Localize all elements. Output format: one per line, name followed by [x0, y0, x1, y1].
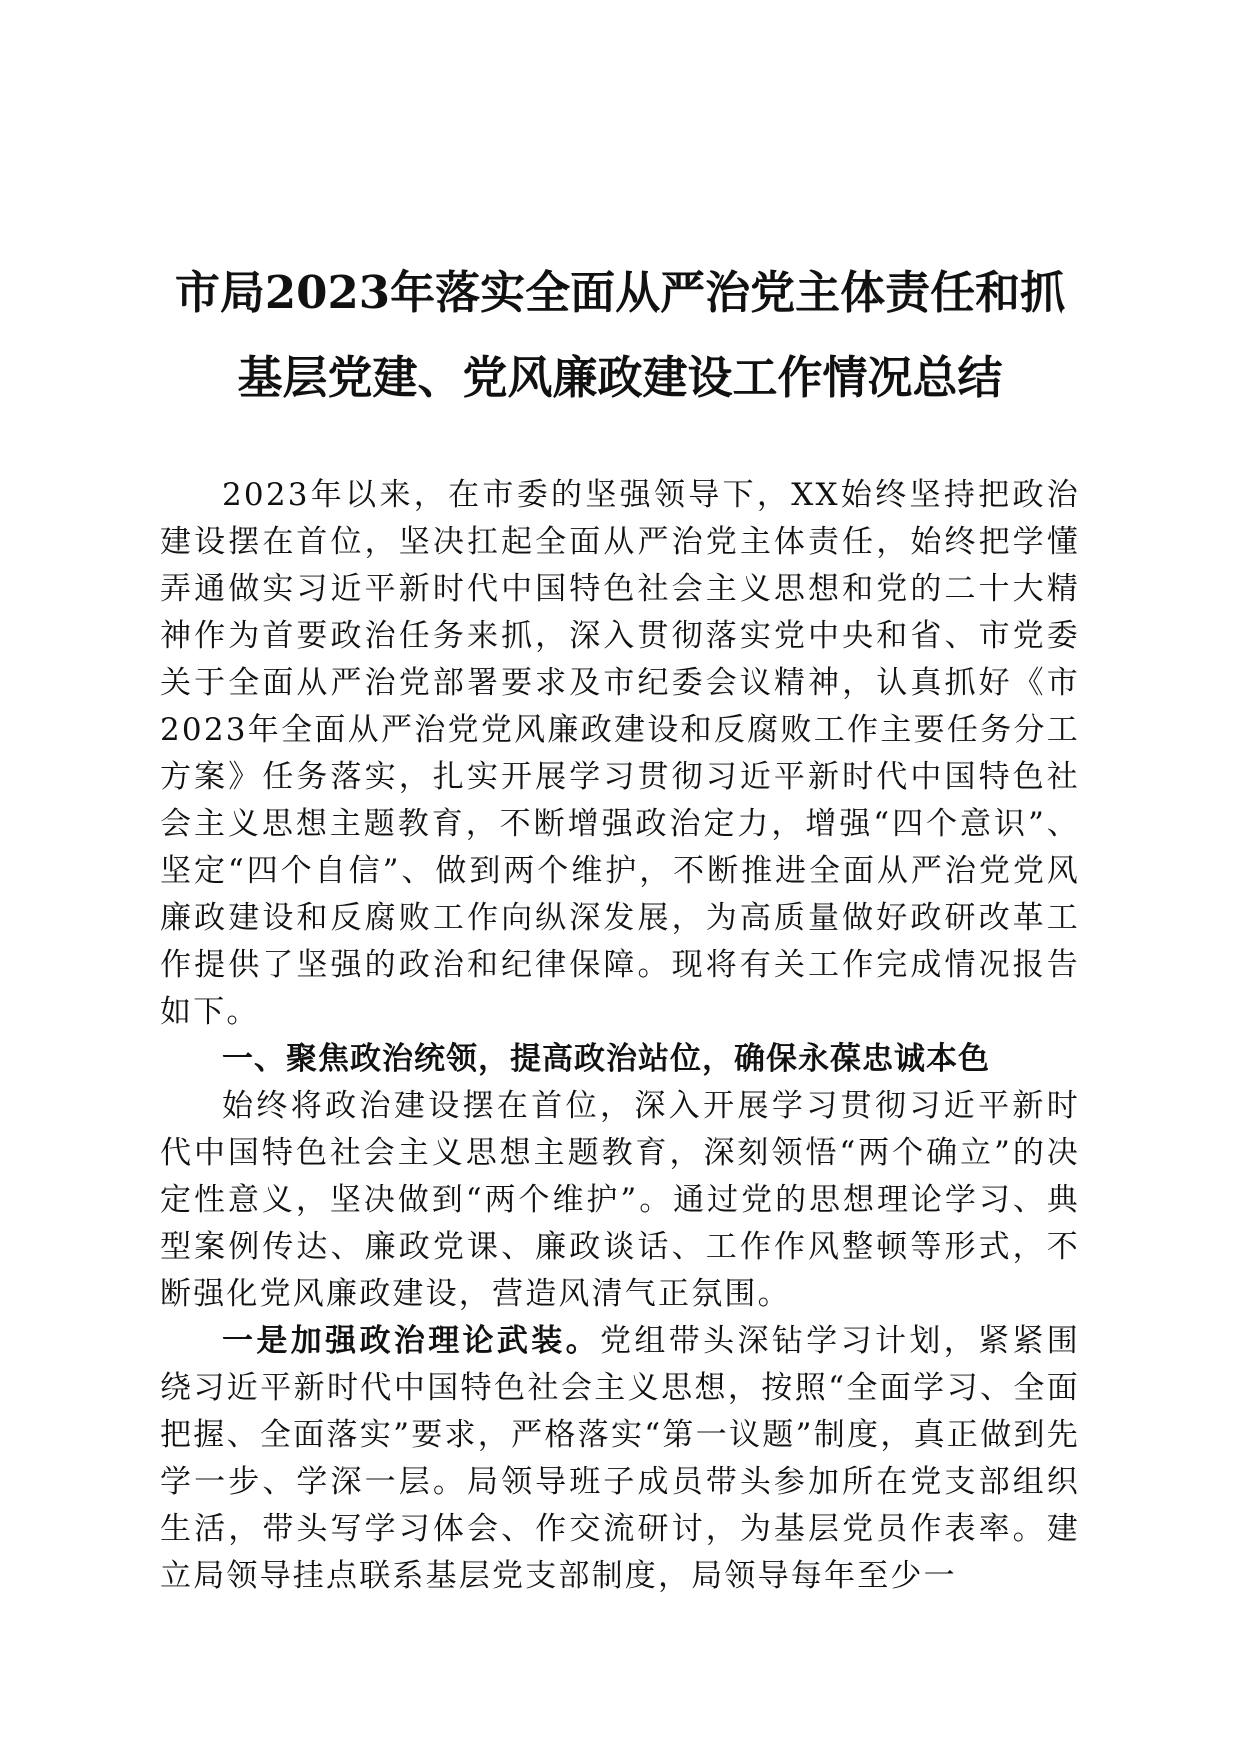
point-1-lead: 一是加强政治理论武装。 — [222, 1323, 601, 1359]
section-heading-1: 一、聚焦政治统领，提高政治站位，确保永葆忠诚本色 — [222, 1041, 990, 1077]
section-1-point-1-paragraph — [160, 1318, 1080, 1600]
document-title: 市局2023年落实全面从严治党主体责任和抓 基层党建、党风廉政建设工作情况总结 — [174, 266, 1066, 404]
section-1-intro-paragraph: 始终将政治建设摆在首位，深入开展学习贯彻习近平新时代中国特色社会主义思想主题教育，深刻领悟“两个确立”的决定性意义，坚决做到“两个维护”。通过党的思想理论学习、典型案例传达、廉政党课、廉政谈话、工作作风整顿等形式，不断强化党风廉政建设，营造风清气正氛围。 — [160, 1088, 1080, 1312]
intro-paragraph: 2023年以来，在市委的坚强领导下，XX始终坚持把政治建设摆在首位，坚决扛起全面从严治党主体责任，始终把学懂弄通做实习近平新时代中国特色社会主义思想和党的二十大精神作为首要政治任务来抓，深入贯彻落实党中央和省、市党委关于全面从严治党部署要求及市纪委会议精神，认真抓好《市2023年全面从严治党党风廉政建设和反腐败工作主要任务分工方案》任务落实，扎实开展学习贯彻习近平新时代中国特色社会主义思想主题教育，不断增强政治定力，增强“四个意识”、坚定“四个自信”、做到两个维护，不断推进全面从严治党党风廉政建设和反腐败工作向纵深发展，为高质量做好政研改革工作提供了坚强的政治和纪律保障。现将有关工作完成情况报告如下。 — [160, 477, 1080, 1030]
document-body — [160, 472, 1080, 1600]
point-1-text: 党组带头深钻学习计划，紧紧围绕习近平新时代中国特色社会主义思想，按照“全面学习、全面把握、全面落实”要求，严格落实“第一议题”制度，真正做到先学一步、学深一层。局领导班子成员带头参加所在党支部组织生活，带头写学习体会、作交流研讨，为基层党员作表率。建立局领导挂点联系基层党支部制度，局领导每年至少一 — [160, 1323, 1080, 1594]
